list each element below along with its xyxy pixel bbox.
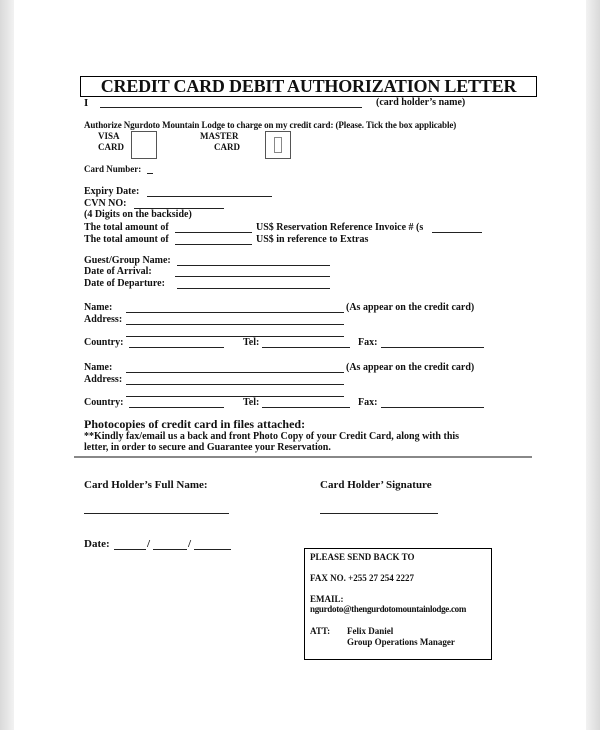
holder-name-field[interactable]: [100, 107, 362, 108]
date-year-field[interactable]: [194, 549, 231, 550]
tel-label-1: Tel:: [243, 337, 260, 348]
authorize-text: Authorize Ngurdoto Mountain Lodge to charge on my credit card: (Please. Tick the box applicable): [84, 120, 457, 130]
cvn-label: CVN NO:: [84, 198, 127, 209]
address-field-2b[interactable]: [126, 396, 344, 397]
arrival-label: Date of Arrival:: [84, 266, 152, 277]
date-separator-1: /: [147, 538, 151, 550]
master-label-1: MASTER: [200, 131, 239, 141]
title-box: [80, 76, 537, 97]
document-page: [14, 0, 586, 730]
arrival-field[interactable]: [175, 276, 330, 277]
send-back-email[interactable]: ngurdoto@thengurdotomountainlodge.com: [310, 604, 467, 614]
guest-name-label: Guest/Group Name:: [84, 255, 171, 266]
photocopies-heading: Photocopies of credit card in files attached:: [84, 417, 306, 431]
country-label-2: Country:: [84, 397, 124, 408]
tel-label-2: Tel:: [243, 397, 260, 408]
fax-label-2: Fax:: [358, 397, 378, 408]
address-field-1b[interactable]: [126, 336, 344, 337]
cvn-note: (4 Digits on the backside): [84, 209, 192, 220]
date-day-field[interactable]: [114, 549, 146, 550]
fax-field-2[interactable]: [381, 407, 484, 408]
fax-label-1: Fax:: [358, 337, 378, 348]
card-number-field[interactable]: [147, 173, 153, 174]
address-field-2[interactable]: [126, 384, 344, 385]
visa-checkbox[interactable]: [131, 131, 157, 159]
send-back-fax: FAX NO. +255 27 254 2227: [310, 573, 414, 583]
tel-field-2[interactable]: [262, 407, 350, 408]
departure-label: Date of Departure:: [84, 278, 165, 289]
document-title: CREDIT CARD DEBIT AUTHORIZATION LETTER: [100, 76, 517, 96]
send-back-att-label: ATT:: [310, 626, 331, 636]
visa-label-2: CARD: [98, 142, 124, 152]
photocopies-line-1: **Kindly fax/email us a back and front Photo Copy of your Credit Card, along with this: [84, 431, 460, 442]
expiry-field[interactable]: [147, 196, 272, 197]
photocopies-line-2: letter, in order to secure and Guarantee your Reservation.: [84, 442, 331, 453]
name-label-2: Name:: [84, 362, 113, 373]
visa-label-1: VISA: [98, 131, 120, 141]
send-back-att-name: Felix Daniel: [347, 626, 394, 636]
country-label-1: Country:: [84, 337, 124, 348]
address-field-1[interactable]: [126, 324, 344, 325]
checkbox-inner-mark: [274, 137, 282, 153]
send-back-att-title: Group Operations Manager: [347, 637, 455, 647]
date-separator-2: /: [188, 538, 192, 550]
master-label-2: CARD: [214, 142, 240, 152]
guest-name-field[interactable]: [177, 265, 330, 266]
name-field-1[interactable]: [126, 312, 344, 313]
total-amount-label-1: The total amount of: [84, 222, 169, 233]
departure-field[interactable]: [177, 288, 330, 289]
holder-prefix: I: [84, 97, 89, 109]
master-checkbox[interactable]: [265, 131, 291, 159]
date-month-field[interactable]: [153, 549, 187, 550]
fax-field-1[interactable]: [381, 347, 484, 348]
name-note-1: (As appear on the credit card): [346, 302, 475, 313]
section-divider: [74, 456, 532, 458]
date-label: Date:: [84, 538, 110, 550]
address-label-2: Address:: [84, 374, 123, 385]
total-amount-suffix-1: US$ Reservation Reference Invoice # (s: [256, 222, 424, 233]
address-label-1: Address:: [84, 314, 123, 325]
country-field-2[interactable]: [129, 407, 224, 408]
signature-label: Card Holder’ Signature: [320, 479, 432, 491]
tel-field-1[interactable]: [262, 347, 350, 348]
expiry-label: Expiry Date:: [84, 186, 140, 197]
full-name-field[interactable]: [84, 513, 229, 514]
total-amount-suffix-2: US$ in reference to Extras: [256, 234, 369, 245]
send-back-heading: PLEASE SEND BACK TO: [310, 552, 415, 562]
country-field-1[interactable]: [129, 347, 224, 348]
full-name-label: Card Holder’s Full Name:: [84, 479, 208, 491]
invoice-field[interactable]: [432, 232, 482, 233]
holder-name-note: (card holder’s name): [376, 97, 466, 108]
send-back-box: [304, 548, 492, 660]
name-label-1: Name:: [84, 302, 113, 313]
send-back-email-label: EMAIL:: [310, 594, 344, 604]
total-amount-field-2[interactable]: [175, 244, 252, 245]
total-amount-label-2: The total amount of: [84, 234, 169, 245]
name-field-2[interactable]: [126, 372, 344, 373]
signature-field[interactable]: [320, 513, 438, 514]
card-number-label: Card Number:: [84, 164, 142, 174]
total-amount-field-1[interactable]: [175, 232, 252, 233]
name-note-2: (As appear on the credit card): [346, 362, 475, 373]
